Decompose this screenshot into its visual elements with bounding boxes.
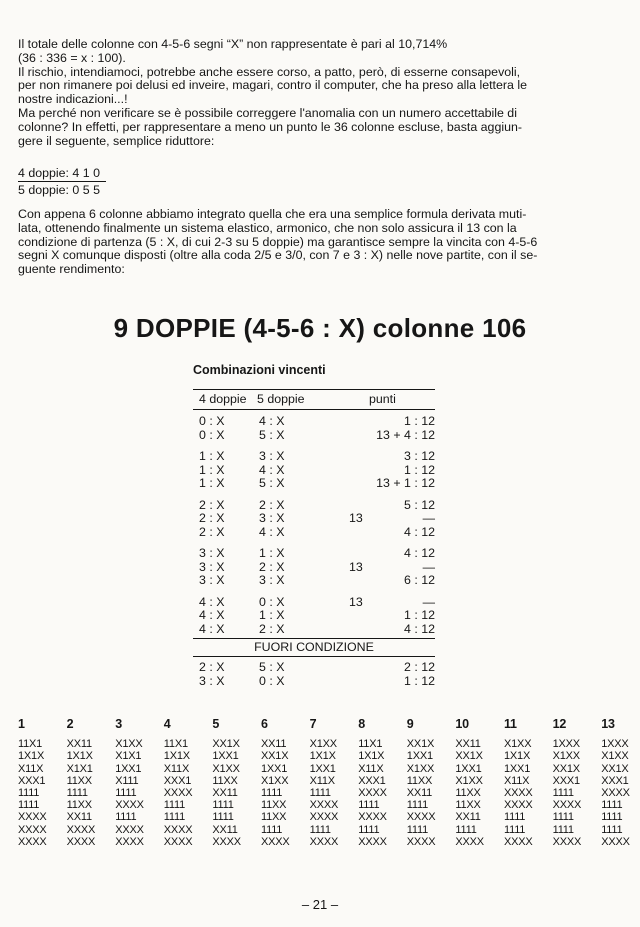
table-row	[193, 474, 435, 488]
table-row	[193, 509, 435, 523]
cell-punti: 4 : 12	[403, 546, 435, 560]
column-cell: 1111	[601, 811, 623, 824]
table-row	[193, 558, 435, 572]
cell-13: 13	[349, 511, 363, 525]
column-cell: 1111	[358, 823, 380, 836]
cell-5-doppie: 0 : X	[259, 673, 285, 688]
column-cell: XX11	[455, 738, 481, 751]
column-cell: 1111	[504, 823, 526, 836]
column-10	[455, 718, 484, 848]
text-line: gere il seguente, semplice riduttore:	[18, 133, 215, 148]
text-line: (36 : 336 = x : 100).	[18, 50, 126, 65]
cell-5-doppie: 3 : X	[259, 511, 285, 525]
column-cell: 1X1X	[504, 750, 531, 763]
cell-4-doppie: 2 : X	[199, 660, 225, 674]
table-row	[193, 658, 435, 672]
paragraph-result	[18, 208, 630, 277]
column-cell: 1XX1	[261, 762, 288, 775]
column-cell: 1X1X	[163, 750, 190, 763]
header-5-doppie: 5 doppie	[257, 392, 305, 406]
column-cell: X1XX	[552, 750, 580, 763]
column-cell: 1111	[601, 799, 623, 812]
column-1	[18, 718, 47, 848]
column-cell: 1X1X	[358, 750, 385, 763]
cell-punti: 1 : 12	[403, 414, 435, 428]
column-number: 8	[358, 717, 365, 731]
column-cell: X1XX	[406, 762, 435, 775]
cell-5-doppie: 0 : X	[259, 594, 285, 609]
table-row	[193, 496, 435, 510]
cell-4-doppie: 3 : X	[199, 573, 225, 587]
column-cell: 1111	[601, 823, 623, 836]
column-cell: XXXX	[504, 787, 533, 800]
column-12	[553, 718, 582, 848]
column-cell: XXXX	[358, 835, 387, 848]
column-2	[67, 718, 96, 848]
cell-4-doppie: 0 : X	[199, 427, 225, 442]
column-cell: 11XX	[261, 811, 287, 824]
text-line: guente rendimento:	[18, 262, 125, 277]
cell-punti: —	[422, 594, 435, 609]
table-row	[193, 606, 435, 620]
column-cell: XXXX	[504, 835, 533, 848]
column-number: 7	[309, 717, 317, 731]
column-number: 3	[115, 717, 122, 731]
column-cell: XX1X	[455, 750, 483, 763]
column-number: 13	[601, 717, 615, 731]
cell-punti: 13 + 1 : 12	[376, 476, 435, 490]
column-cell: X1XX	[115, 738, 143, 751]
column-cell: X11X	[163, 762, 190, 775]
column-cell: XXXX	[163, 823, 193, 836]
cell-punti: 13 + 4 : 12	[376, 427, 435, 442]
column-number: 1	[18, 717, 25, 731]
column-cell: 1111	[66, 787, 88, 800]
paragraph-risk	[18, 66, 630, 107]
cell-4-doppie: 0 : X	[199, 414, 225, 428]
cell-13: 13	[349, 594, 363, 609]
column-cell: 1111	[309, 787, 331, 800]
reducer-line-5-doppie: 5 doppie: 0 5 5	[18, 183, 100, 197]
cell-punti: 1 : 12	[403, 462, 435, 477]
column-cell: 1111	[504, 811, 526, 824]
cell-4-doppie: 1 : X	[199, 449, 225, 463]
column-cell: 1111	[455, 823, 477, 836]
column-cell: 11XX	[406, 774, 433, 787]
cell-punti: 5 : 12	[403, 497, 435, 512]
text-line: Il totale delle colonne con 4-5-6 segni “X” non rappresentate è pari al 10,714%	[18, 37, 448, 51]
column-cell: X11X	[18, 762, 44, 775]
column-cell: X1XX	[309, 738, 337, 751]
column-cell: 1X1X	[309, 750, 336, 763]
header-punti: punti	[369, 392, 396, 406]
header-4-doppie: 4 doppie	[199, 392, 247, 406]
cell-punti: —	[422, 559, 435, 574]
paragraph-total	[18, 38, 630, 66]
cell-5-doppie: 2 : X	[259, 497, 285, 512]
column-cell: 1XX1	[212, 750, 239, 763]
cell-4-doppie: 4 : X	[199, 608, 225, 622]
column-number: 12	[552, 717, 567, 731]
column-cell: XXXX	[358, 787, 387, 800]
column-cell: XXXX	[66, 823, 96, 836]
column-cell: XXXX	[163, 787, 193, 800]
column-cell: X1X1	[66, 762, 93, 775]
column-cell: 1111	[163, 811, 186, 824]
column-cell: XXXX	[504, 799, 533, 812]
column-number: 2	[66, 717, 74, 731]
column-cell: X11X	[309, 774, 335, 787]
table-row	[193, 523, 435, 537]
table-row	[193, 426, 435, 440]
cell-4-doppie: 3 : X	[199, 673, 225, 688]
column-cell: X111	[115, 774, 139, 787]
column-8	[358, 718, 387, 848]
column-cell: XXXX	[212, 835, 241, 848]
column-cell: XXXX	[309, 811, 339, 824]
column-cell: X1XX	[504, 738, 532, 751]
table-row	[193, 672, 435, 686]
column-cell: XX11	[66, 811, 92, 824]
column-cell: XXXX	[309, 835, 339, 848]
text-line: Il rischio, intendiamoci, potrebbe anche essere corso, a patto, però, di esserne consapevoli,	[18, 64, 521, 79]
column-cell: 1111	[261, 787, 283, 800]
column-cell: XXXX	[601, 787, 630, 800]
column-cell: X1XX	[212, 762, 240, 775]
text-line: per non rimanere poi delusi ed inveire, magari, contro il computer, che ha preso alla lettera le	[18, 78, 527, 93]
column-cell: XX11	[66, 738, 92, 751]
table-header	[193, 389, 435, 410]
table-row	[193, 571, 435, 585]
cell-5-doppie: 1 : X	[259, 608, 285, 622]
column-cell: 11XX	[212, 774, 238, 787]
cell-punti: 6 : 12	[403, 573, 435, 587]
column-cell: XXXX	[163, 835, 193, 848]
cell-punti: 4 : 12	[403, 524, 435, 539]
cell-punti: 4 : 12	[403, 621, 435, 636]
table-row	[193, 620, 435, 634]
column-cell: 11X1	[163, 738, 188, 751]
column-cell: XXXX	[115, 799, 144, 812]
column-cell: 1XX1	[504, 762, 531, 775]
column-cell: 11XX	[455, 799, 481, 812]
column-cell: XXXX	[309, 799, 339, 812]
column-cell: XX11	[406, 787, 433, 800]
text-line: Ma perché non verificare se è possibile correggere l'anomalia con un numero accettabile di	[18, 105, 517, 120]
cell-5-doppie: 3 : X	[259, 449, 285, 463]
fuori-condizione-label: FUORI CONDIZIONE	[193, 638, 435, 657]
column-cell: XXXX	[601, 835, 630, 848]
column-cell: 1111	[309, 823, 331, 836]
column-cell: 1111	[18, 799, 40, 812]
table-row	[193, 412, 435, 426]
column-number: 6	[261, 717, 268, 731]
cell-4-doppie: 4 : X	[199, 621, 225, 636]
column-cell: XX1X	[212, 738, 240, 751]
cell-5-doppie: 2 : X	[259, 559, 285, 574]
column-cell: 1111	[552, 823, 574, 836]
paragraph-correction	[18, 107, 630, 148]
column-cell: X11X	[358, 762, 384, 775]
table-row	[193, 593, 435, 607]
cell-13: 13	[349, 559, 363, 574]
cell-punti: 2 : 12	[403, 660, 435, 674]
column-cell: 11X1	[18, 738, 43, 751]
cell-4-doppie: 3 : X	[199, 559, 225, 574]
column-cell: 1111	[261, 823, 283, 836]
cell-punti: 1 : 12	[403, 673, 435, 688]
column-number: 11	[504, 717, 517, 731]
column-7	[310, 718, 339, 848]
text-line: Con appena 6 colonne abbiamo integrato quella che era una semplice formula derivata muti-	[18, 207, 527, 221]
column-4	[164, 718, 193, 848]
cell-4-doppie: 3 : X	[199, 546, 225, 560]
column-cell: 1XX1	[309, 762, 336, 775]
column-cell: 11XX	[66, 774, 92, 787]
column-cell: 1XX1	[115, 762, 142, 775]
reducer-formula	[18, 165, 106, 198]
cell-5-doppie: 4 : X	[259, 462, 285, 477]
column-cell: XXX1	[552, 774, 580, 787]
column-cell: 11XX	[455, 787, 481, 800]
column-cell: X11X	[504, 774, 530, 787]
column-3	[115, 718, 144, 848]
text-line: colonne? In effetti, per rappresentare a meno un punto le 36 colonne escluse, basta aggiun-	[18, 119, 523, 134]
column-cell: X1XX	[261, 774, 289, 787]
column-cell: 1111	[212, 799, 234, 812]
column-number: 4	[163, 717, 171, 731]
column-cell: XXXX	[115, 835, 144, 848]
column-cell: XX11	[261, 738, 287, 751]
cell-punti: 3 : 12	[403, 449, 435, 463]
column-cell: XX11	[455, 811, 481, 824]
column-cell: XXXX	[115, 823, 144, 836]
column-cell: XX1X	[552, 762, 580, 775]
table-row	[193, 447, 435, 461]
cell-5-doppie: 5 : X	[259, 427, 285, 442]
cell-5-doppie: 5 : X	[259, 660, 285, 674]
page-number: – 21 –	[301, 897, 339, 912]
fuori-condizione-rows	[193, 657, 435, 688]
column-cell: XXXX	[406, 835, 436, 848]
column-cell: 11XX	[261, 799, 287, 812]
column-cell: XX1X	[406, 738, 435, 751]
text-line: condizione di partenza (5 : X, di cui 2-3 su 5 doppie) ma garantisce sempre la vincita con 4-5-6	[18, 234, 538, 249]
text-line: lata, ottenendo finalmente un sistema elastico, armonico, che non solo assicura il 13 con la	[18, 220, 517, 235]
cell-4-doppie: 2 : X	[199, 511, 225, 525]
cell-5-doppie: 3 : X	[259, 573, 285, 587]
column-cell: 1111	[115, 811, 137, 824]
column-cell: XXX1	[358, 774, 386, 787]
column-cell: 1111	[406, 823, 429, 836]
outro-text	[18, 208, 630, 277]
column-cell: 1111	[212, 811, 234, 824]
winning-combinations-table	[193, 389, 435, 688]
column-cell: X1XX	[601, 750, 629, 763]
column-cell: XXXX	[406, 811, 436, 824]
column-cell: XXX1	[601, 774, 629, 787]
cell-5-doppie: 2 : X	[259, 621, 285, 636]
column-cell: 1111	[18, 787, 40, 800]
text-line: nostre indicazioni...!	[18, 92, 128, 107]
column-cell: XXXX	[66, 835, 96, 848]
cell-5-doppie: 4 : X	[259, 414, 285, 428]
table-row	[193, 461, 435, 475]
column-number: 5	[212, 717, 220, 731]
column-6	[261, 718, 290, 848]
column-cell: XXXX	[18, 811, 47, 824]
column-cell: 1111	[406, 799, 429, 812]
column-cell: XX11	[212, 823, 238, 836]
table-body	[193, 410, 435, 636]
column-cell: 11X1	[358, 738, 383, 751]
column-5	[212, 718, 241, 848]
column-cell: X1XX	[455, 774, 483, 787]
column-cell: 1XXX	[552, 738, 580, 751]
column-cell: XX11	[212, 787, 238, 800]
cell-punti: 1 : 12	[403, 608, 435, 622]
column-cell: XXXX	[552, 835, 582, 848]
cell-4-doppie: 4 : X	[199, 594, 225, 609]
system-title: 9 DOPPIE (4-5-6 : X) colonne 106	[113, 313, 527, 343]
cell-4-doppie: 1 : X	[199, 476, 225, 490]
column-cell: 1X1X	[66, 750, 93, 763]
table-row	[193, 544, 435, 558]
combinations-heading: Combinazioni vincenti	[193, 363, 326, 377]
column-cell: 1X1X	[18, 750, 45, 763]
column-cell: XXXX	[18, 823, 47, 836]
column-cell: 1111	[163, 799, 186, 812]
column-cell: XXXX	[552, 799, 582, 812]
column-13	[601, 718, 630, 848]
cell-4-doppie: 2 : X	[199, 497, 225, 512]
column-11	[504, 718, 533, 848]
column-number: 9	[406, 717, 414, 731]
text-line: segni X comunque disposti (oltre alla coda 2/5 e 3/0, con 7 e 3 : X) nelle nove partite, con il se-	[18, 248, 538, 263]
column-cell: XXXX	[261, 835, 290, 848]
column-cell: 1111	[115, 787, 137, 800]
cell-5-doppie: 4 : X	[259, 524, 285, 539]
column-cell: 1XX1	[406, 750, 433, 763]
column-cell: XX1X	[601, 762, 629, 775]
column-cell: 1111	[552, 811, 574, 824]
column-cell: 1111	[358, 799, 380, 812]
column-cell: X1X1	[115, 750, 142, 763]
column-cell: 1XXX	[601, 738, 629, 751]
column-cell: XX1X	[261, 750, 289, 763]
cell-5-doppie: 1 : X	[259, 546, 285, 560]
reducer-line-4-doppie: 4 doppie: 4 1 0	[18, 165, 106, 182]
column-number: 10	[455, 717, 469, 731]
column-cell: XXXX	[18, 835, 47, 848]
cell-4-doppie: 1 : X	[199, 462, 225, 477]
column-cell: 1XX1	[455, 762, 482, 775]
column-9	[407, 718, 436, 848]
column-cell: 11XX	[66, 799, 92, 812]
cell-4-doppie: 2 : X	[199, 524, 225, 539]
cell-punti: —	[422, 511, 435, 525]
column-cell: XXX1	[163, 774, 192, 787]
column-cell: 1111	[552, 787, 574, 800]
column-cell: XXXX	[358, 811, 387, 824]
intro-text	[18, 38, 630, 148]
cell-5-doppie: 5 : X	[259, 476, 285, 490]
column-cell: XXXX	[455, 835, 484, 848]
column-cell: XXX1	[18, 774, 46, 787]
